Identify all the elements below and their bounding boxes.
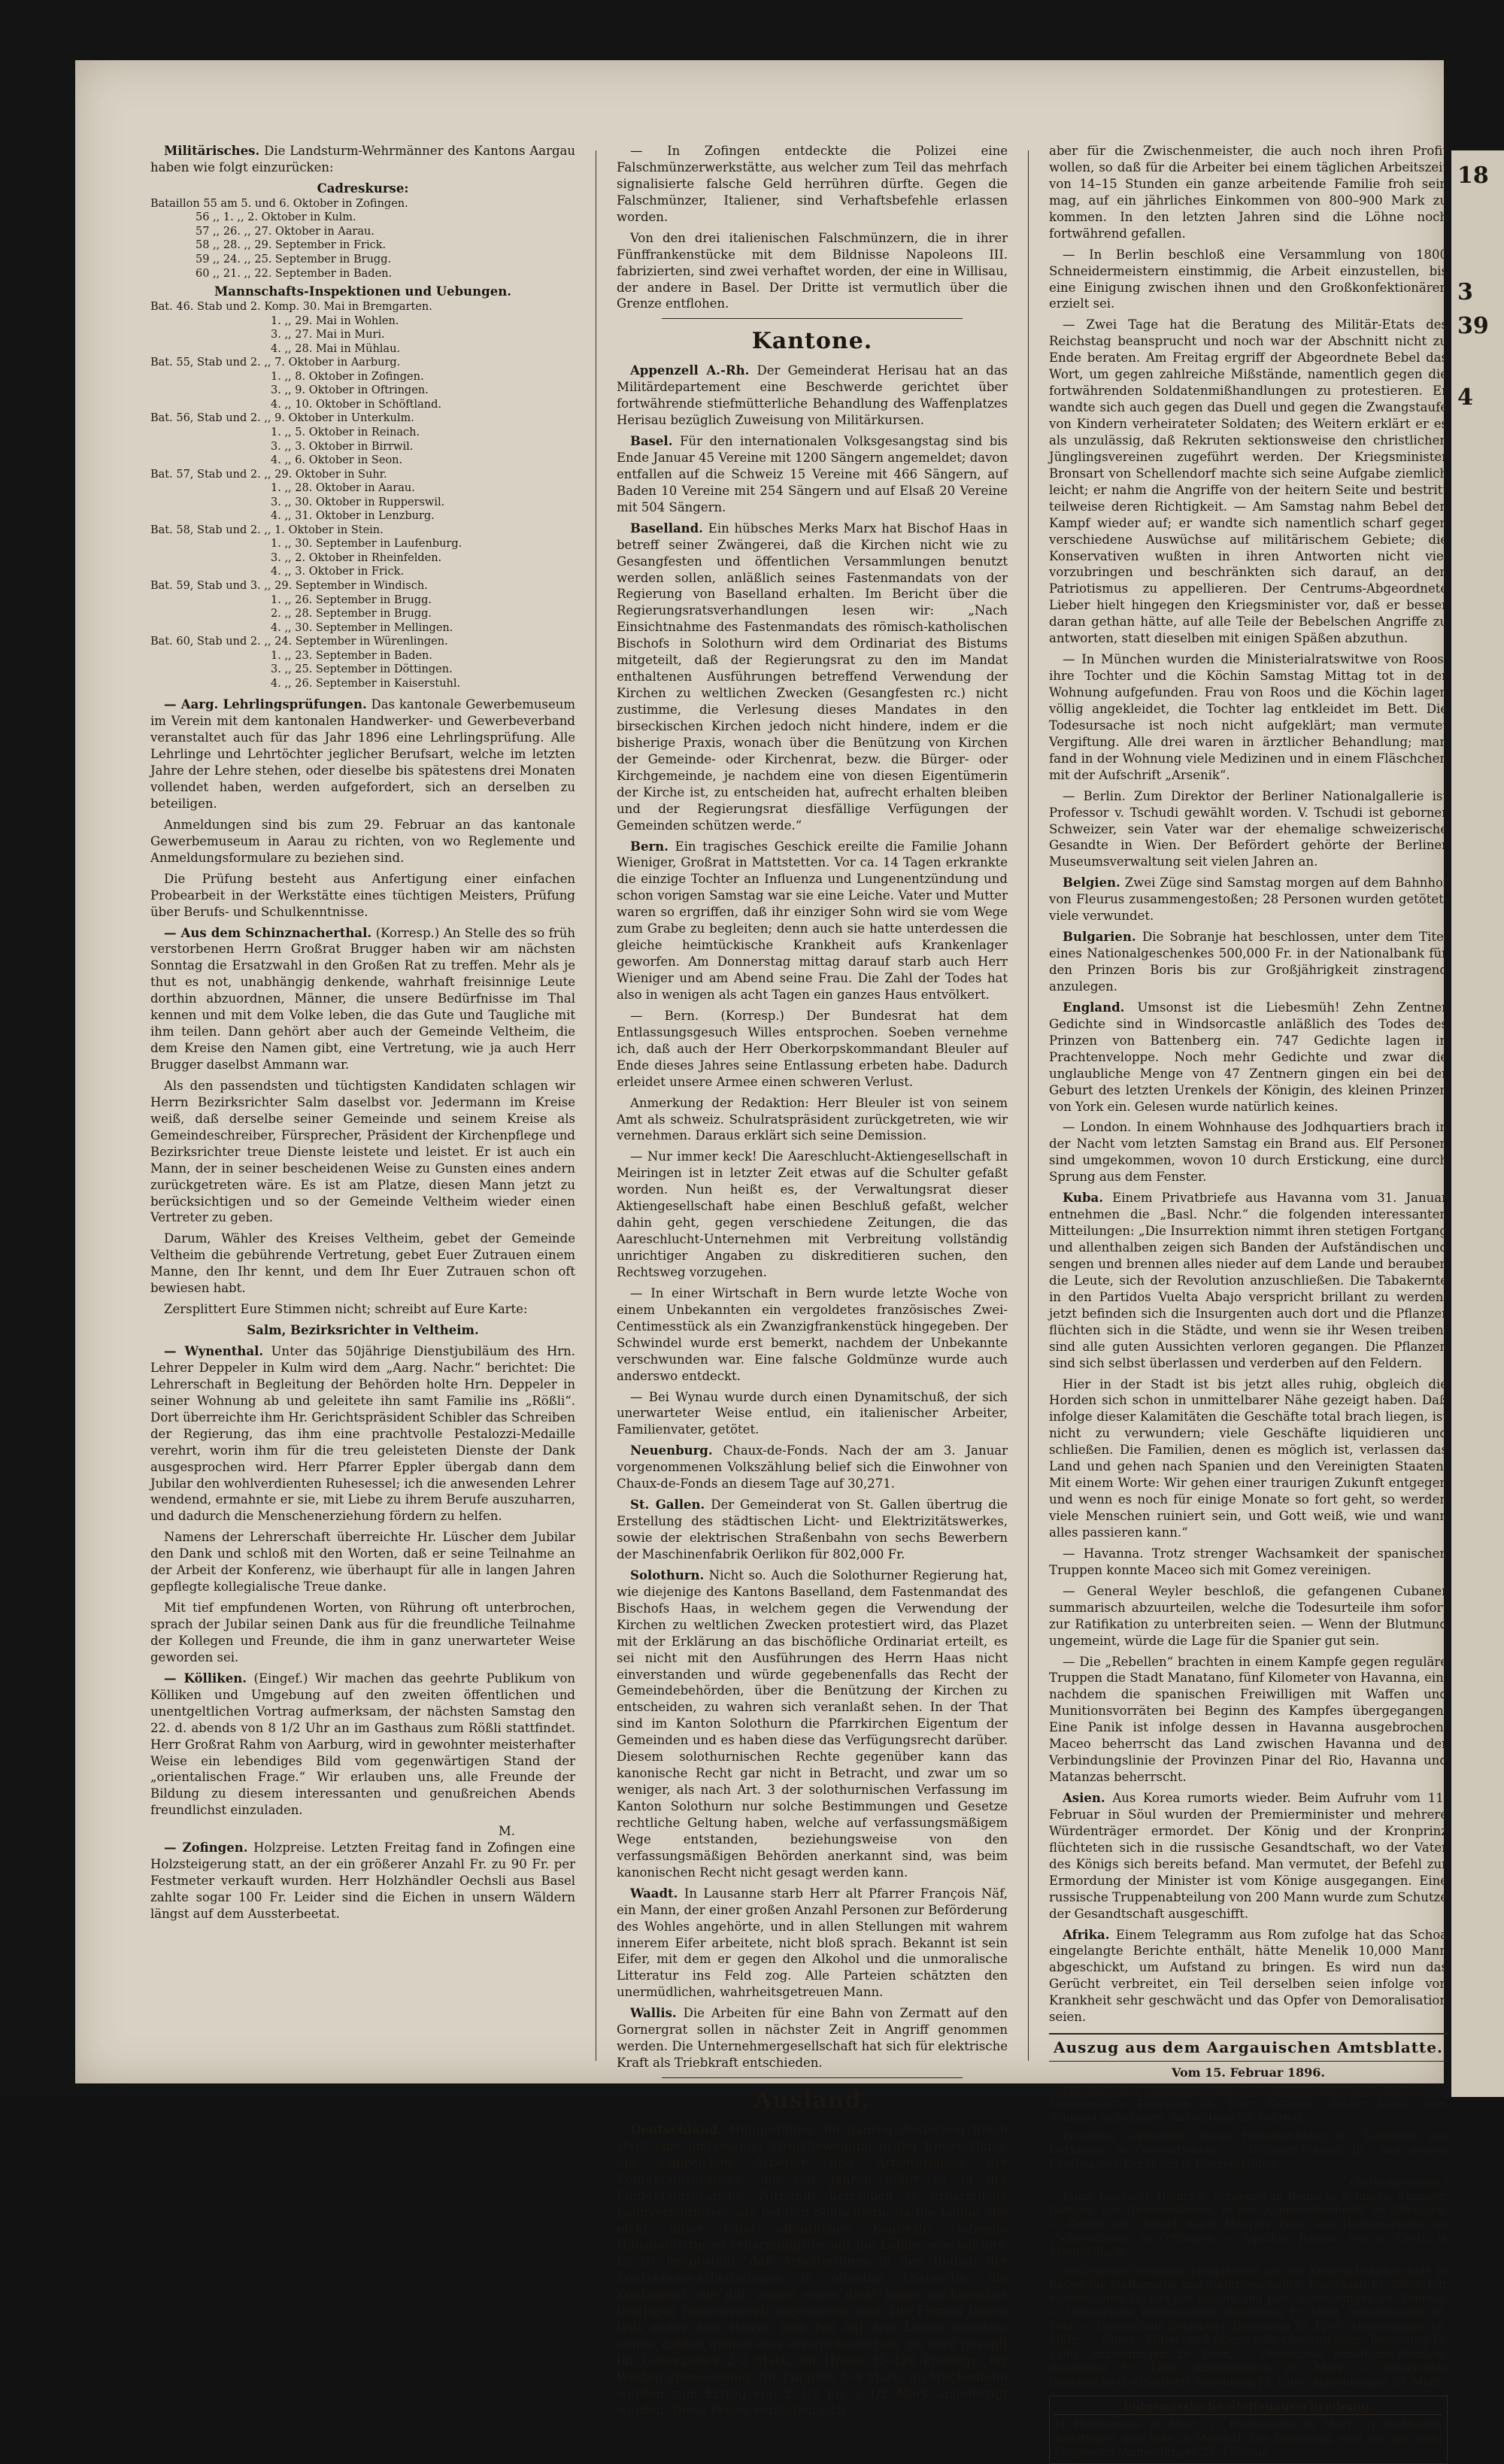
list-item: Bat. 46. Stab und 2. Komp. 30. Mai in Bremgarten.	[150, 301, 432, 314]
article-text: Einem Privatbriefe aus Havanna vom 31. Januar entnehmen die „Basl. Nchr.“ die folgenden interessanten Mitteilungen: „Die Insurrektion nimmt ihren stetigen Fortgang und allenthalben zeigen sich Banden der Aufständischen und sengen und brennen alles nieder auf dem Lande und berauben die Leute, sich der Revolution anzuschließen. Die Tabakernte in den Partidos Vuelta Abajo verspricht brillant zu werden; jetzt befinden sich die Insurgenten auch dort und die Pflanzer flüchten sich in die Städte, und wenn sie ihr Wesen treiben, sind alle guten Aussichten verloren gegangen. Die Pflanzen sind sich selbst überlassen und verderben auf den Feldern.	[1049, 1191, 1448, 1370]
paragraph: — In Zofingen entdeckte die Polizei eine Falschmünzerwerkstätte, aus welcher zum Teil das mehrfach signalisierte falsche Geld herrühren dürfte. Gegen die Falschmünzer, Italiener, sind Verhaftsbefehle erlassen worden.	[617, 144, 1008, 224]
signature: M.	[498, 1824, 515, 1839]
paragraph: — Havanna. Trotz strenger Wachsamkeit der spanischen Truppen konnte Maceo sich mit Gomez vereinigen.	[1049, 1546, 1448, 1577]
list-item: 2. ,, 28. September in Brugg.	[271, 608, 432, 621]
list-item: Bat. 58, Stab und 2. ,, 1. Oktober in Stein.	[150, 523, 384, 536]
heading: St. Gallen.	[630, 1498, 705, 1513]
heading: — Aarg. Lehrlingsprüfungen.	[164, 697, 367, 712]
article-zofingen	[150, 1840, 575, 1922]
inspektionen-list	[150, 300, 575, 690]
article-text: Die Arbeiten für eine Bahn von Zermatt auf den Gornergrat sollen in nächster Zeit in Angriff genommen werden. Die Unternehmergesellschaft hat sich für elektrische Kraft als Triebkraft entschieden.	[617, 2006, 1008, 2071]
list-item: 4. ,, 28. Mai in Mühlau.	[271, 342, 401, 355]
article-text: Die Landsturm-Wehrmänner des Kantons Aargau haben wie folgt einzurücken:	[150, 144, 576, 174]
article-asien	[1049, 1790, 1448, 1922]
strip-text: 39	[1457, 313, 1489, 339]
column-2	[617, 143, 1008, 2417]
list-item: 1. ,, 8. Oktober in Zofingen.	[271, 370, 424, 383]
heading: — Aus dem Schinznacherthal.	[164, 925, 372, 940]
paragraph: Kulm. Gautschi, Heinrich, Schreiner in Reinach. Zofingen. Sinniger, Gottlieb, von Unterlunkhofen, in der „Oggenschenheite“ zu Oftringen. — Zubler geb. Bläuel, Karls Maurers Frau, von Hunzenschwyl, im „Schwarzhaar“ zu Oftringen. — Aquillon, Johann, von St. Croix, in Strengelbach.	[1049, 2190, 1448, 2259]
column-rule	[1028, 150, 1029, 2061]
paragraph: Fruchtlos Gepfändete. Aarau. Hürzeler-Suter, Jb., Taglöhner, von Uerkheim, in Oberentfelden. — Hürzeler-Roland, Jb., und dessen Ehefrau, von Uerkheim in Oberentfelden.	[1049, 2130, 1448, 2171]
article-basel	[617, 433, 1008, 516]
heading: Asien.	[1063, 1791, 1105, 1805]
article-text: Umsonst ist die Liebesmüh! Zehn Zentner Gedichte sind in Windsorcastle anläßlich des Todes des Prinzen von Battenberg ein. 747 Gedichte lagen in Prachtenveloppe. Noch mehr Gedichte und zwar die unglaubliche Menge von 47 Zentnern gingen ein bei der Geburt des letzten Urenkels der Königin, des kleinen Prinzen von York ein. Gelesen wurde natürlich keines.	[1049, 1000, 1448, 1114]
column-1	[150, 143, 575, 2068]
paragraph: Anmeldungen sind bis zum 29. Februar an das kantonale Gewerbemuseum in Aarau zu richten, von wo Reglemente und Anmeldungsformulare zu beziehen sind.	[150, 817, 575, 865]
article-text: Der Gemeinderat Herisau hat an das Militärdepartement eine Beschwerde gerichtet über fortwährende stiefmütterliche Behandlung des Waffenplatzes Herisau bezüglich Zuweisung von Militärkursen.	[617, 363, 1008, 428]
article-militaer	[150, 143, 575, 176]
paragraph: aber für die Zwischenmeister, die auch noch ihren Profit wollen, so daß für die Arbeiter bei einem täglichen Arbeitszeit von 14–15 Stunden ein ganze arbeitende Familie froh sein mag, auf ein jährliches Einkommen von 800–900 Mark zu kommen. In den letzten Jahren sind die Löhne noch fortwährend gefallen.	[1049, 144, 1448, 241]
article-waadt	[617, 1886, 1008, 2001]
list-item: 3. ,, 27. Mai in Muri.	[271, 329, 385, 341]
paragraph: Als den passendsten und tüchtigsten Kandidaten schlagen wir Herrn Bezirksrichter Salm daselbst vor. Jedermann im Kreise weiß, daß derselbe seiner Gemeinde und seinem Kreise als Gemeindeschreiber, Fürsprecher, Präsident der Kirchenpflege und Bezirksrichter treue Dienste leistete und leistet. Er ist auch ein Mann, der in seiner bescheidenen Weise zu Gunsten eines andern zurückgetreten wäre. Es ist am Platze, diesen Mann jetzt zu berücksichtigen und so der Gemeinde Veltheim wieder einen Vertreter zu geben.	[150, 1078, 575, 1225]
list-item: 1. ,, 23. September in Baden.	[271, 649, 432, 662]
paragraph: Zersplittert Eure Stimmen nicht; schreibt auf Eure Karte:	[164, 1302, 528, 1317]
amtsblatt-body	[1049, 2083, 1448, 2390]
heading: Waadt.	[630, 1886, 678, 1901]
cadreskurse-list	[150, 197, 575, 281]
article-baselland	[617, 520, 1008, 834]
article-text: Nicht so. Auch die Solothurner Regierung hat, wie diejenige des Kantons Baselland, dem Fastenmandat des Bischofs Haas, in welchem gegen die Verwendung der Kirchen zu weltlichen Zwecken protestiert wird, das Plazet mit der Erklärung an das bischöfliche Ordinariat erteilt, es sei nicht mit den Ausführungen des Herrn Haas nicht einverstanden und würde gegebenenfalls das Recht der Gemeindebehörden, über die Benützung der Kirchen zu entscheiden, zu wahren sich veranlaßt sehen. In der That sind im Kanton Solothurn die Pfarrkirchen Eigentum der Gemeinden und es haben diese das Verfügungsrecht darüber. Diesem solothurnischen Rechte gegenüber kann das kanonische Recht gar nicht in Betracht, und zwar um so weniger, als nach Art. 3 der solothurnischen Verfassung im Kanton Solothurn nur solche Bestimmungen und Gesetze rechtliche Geltung haben, welche auf verfassungsmäßigem Wege entstanden, beziehungsweise von den verfassungsmäßigen Behörden anerkannt sind, was beim kanonischen Recht nicht gesagt werden kann.	[617, 1567, 1008, 1880]
article-schinznach	[150, 925, 575, 1073]
list-item: Bat. 60, Stab und 2. ,, 24. September in Würenlingen.	[150, 636, 448, 648]
heading: — Wynenthal.	[164, 1344, 264, 1359]
list-item: 4. ,, 6. Oktober in Seon.	[271, 454, 403, 467]
heading: Wallis.	[630, 2006, 677, 2021]
paragraph: Mit tief empfundenen Worten, von Rührung oft unterbrochen, sprach der Jubilar seinen Dank aus für die freundliche Teilnahme der Kollegen und Freunde, die ihm in ganz unerwarteter Weise geworden sei.	[150, 1601, 575, 1664]
list-item: 4. ,, 26. September in Kaiserstuhl.	[271, 677, 461, 690]
article-text: Der Gemeinderat von St. Gallen übertrug die Erstellung des städtischen Licht- und Elektrizitätswerkes, sowie der elektrischen Straßenbahn von sechs Bewerbern der Maschinenfabrik Oerlikon für 802,000 Fr.	[617, 1498, 1008, 1561]
paragraph: — Die „Rebellen“ brachten in einem Kampfe gegen reguläre Truppen die Stadt Manatano, fünf Kilometer von Havanna, ein, nachdem die spanischen Freiwilligen mit Waffen und Munitionsvorräten bei Beginn des Kampfes übergegangen. Eine Panik ist infolge dessen in Havanna ausgebrochen. Maceo beherrscht das Land zwischen Havanna und der Verbindungslinie der Provinzen Pinar del Rio, Havanna und Matanzas beherrscht.	[1049, 1654, 1448, 1785]
heading: Militärisches.	[164, 144, 260, 158]
article-lehrling	[150, 696, 575, 812]
list-item: 58 ,, 28. ,, 29. September in Frick.	[196, 239, 387, 252]
heading: Kuba.	[1063, 1191, 1103, 1206]
heading: Solothurn.	[630, 1567, 705, 1582]
article-text: Aus Korea rumorts wieder. Beim Aufruhr vom 11. Februar in Söul wurden der Premierminister und mehrere Würdenträger ermordet. Der König und der Kronprinz flüchteten sich in die russische Gesandtschaft, wo der Vater des Königs sich bereits befand. Man vermutet, der Befehl zur Ermordung der Minister ist vom Könige ausgegangen. Eine russische Truppenabteilung von 200 Mann wurde zum Schutze der Gesandtschaft ausgeschifft.	[1049, 1791, 1448, 1921]
strip-text: 4	[1457, 384, 1473, 411]
article-text: Ein tragisches Geschick ereilte die Familie Johann Wieniger, Großrat in Mattstetten. Vor ca. 14 Tagen erkrankte die einzige Tochter an Influenza und Lungenentzündung und schon vorigen Samstag war sie eine Leiche. Vater und Mutter waren so ergriffen, daß ihr einziger Sohn wird sie vom Wege zum Grabe zu begleiten; denn auch sie hatte unterdessen die gleiche heimtückische Krankheit aufs Krankenlager geworfen. Am Donnerstag mittag darauf starb auch Herr Wieniger und am Abend seine Frau. Die Zahl der Todes hat also in wenigen als acht Tagen ein ganzes Haus entvölkert.	[617, 839, 1008, 1002]
list-item: 3. ,, 30. Oktober in Rupperswil.	[271, 496, 445, 508]
article-text: Das kantonale Gewerbemuseum im Verein mit dem kantonalen Handwerker- und Gewerbeverband veranstaltet auch für das Jahr 1896 eine Lehrlingsprüfung. Alle Lehrlinge und Lehrtöchter jeglicher Berufsart, welche im letzten Jahre der Lehre stehen, oder dieselbe bis spätestens drei Monaten vollendet haben, werden aufgefordert, sich an derselben zu beteiligen.	[150, 697, 575, 811]
list-item: 3. ,, 3. Oktober in Birrwil.	[271, 440, 414, 453]
list-item: 4. ,, 31. Oktober in Lenzburg.	[271, 510, 435, 523]
list-item: 1. ,, 26. September in Brugg.	[271, 593, 432, 606]
list-item: Bat. 56, Stab und 2. ,, 9. Oktober in Unterkulm.	[150, 412, 414, 425]
list-item: 3. ,, 25. September in Döttingen.	[271, 663, 453, 676]
list-item: 1. ,, 29. Mai in Wohlen.	[271, 314, 399, 327]
article-text: Unter das 50jährige Dienstjubiläum des Hrn. Lehrer Deppeler in Kulm wird dem „Aarg. Nachr.“ berichtet: Die Lehrerschaft in Begleitung der Behörden holte Hrn. Deppeler in seiner Wohnung ab und geleitete ihn samt Familie ins „Rößli“. Dort überreichte ihm Hr. Gerichtspräsident Schibler das Schreiben der Regierung, das ihm eine prachtvolle Pestalozzi-Medaille verehrt, worin ihm für die treu geleisteten Dienste der Dank ausgesprochen wird. Herr Pfarrer Eppler übergab dann dem Jubilar den wohlverdienten Ruhesessel; ich die anwesenden Lehrer wendend, ermahnte er sie, mit Liebe zu ihrem Berufe auszuharren, und dadurch die Menschenerziehung fördern zu helfen.	[150, 1344, 575, 1524]
paragraph: — Zwei Tage hat die Beratung des Militär-Etats des Reichstag beansprucht und noch war der Abschnitt nicht zu Ende beraten. Am Freitag ergriff der Abgeordnete Bebel das Wort, um gegen zahlreiche Mißstände, namentlich gegen die fortwährenden Soldatenmißhandlungen zu protestieren. Er wandte sich auch gegen das Duell und gegen die Zwangstaufe von Kindern verheirateter Soldaten; des Weitern erklärt er es als unzulässig, daß Rekruten sektionsweise den christlichen Jünglingsvereinen zugeführt werden. Der Kriegsminister Bronsart von Schellendorf machte sich seine Aufgabe ziemlich leicht; er nahm die Angriffe von der heitern Seite und bestritt teilweise deren Richtigkeit. — Am Samstag nahm Bebel den Kampf wieder auf; er wandte sich namentlich scharf gegen verschiedene Auswüchse auf militärischem Gebiete; die Konservativen wußten in ihren Antworten nicht viel vorzubringen und beschränkten sich darauf, an den Patriotismus zu appellieren. Der Centrums-Abgeordnete Lieber hielt hingegen den Kriegsminister vor, daß er besser daran gethan hätte, auf alle Teile der Bebelschen Angriffe zu antworten, statt dieselben mit einigen Späßen abzuthun.	[1049, 317, 1448, 646]
article-text: Für den internationalen Volksgesangstag sind bis Ende Januar 45 Vereine mit 1200 Sängern angemeldet; davon entfallen auf die Schweiz 15 Vereine mit 466 Sängern, auf Baden 10 Vereine mit 254 Sängern und auf Elsaß 20 Vereine mit 504 Sängern.	[617, 434, 1008, 514]
article-text: Zwei Züge sind Samstag morgen auf dem Bahnhof von Fleurus zusammengestoßen; 28 Personen wurden getötet, viele verwundet.	[1049, 875, 1448, 924]
divider	[662, 318, 963, 319]
paragraph: — In einer Wirtschaft in Bern wurde letzte Woche von einem Unbekannten ein vergoldetes französisches Zwei-Centimesstück als ein Zwanzigfrankenstück hingegeben. Der Schwindel wurde erst bemerkt, nachdem der Unbekannte verschwunden war. Eine falsche Goldmünze wurde auch anderswo entdeckt.	[617, 1285, 1008, 1383]
article-deutschland	[617, 2122, 1008, 2419]
section-title-kantone: Kantone.	[751, 328, 873, 355]
heading: Belgien.	[1063, 875, 1120, 891]
article-text: (Korresp.) An Stelle des so früh verstorbenen Herrn Großrat Brugger haben wir am nächsten Sonntag die Ersatzwahl in den Großen Rat zu treffen. Mehr als je thut es not, unabhängig denkende, wahrhaft freisinnige Leute dorthin abzuordnen, Männer, die unsere Bedürfnisse im Thal kennen und mit dem Volke leben, die das Gute und Taugliche mit ihm teilen. Dann gehört aber auch der Gemeinde Veltheim, die dem Kreise den Namen gibt, eine Vertretung, wie ja auch Herr Brugger daselbst Ammann war.	[150, 925, 576, 1073]
article-text: Ein hübsches Merks Marx hat Bischof Haas in betreff seiner Zwängerei, daß die Kirchen nicht wie zu Gesangfesten und öffentlichen Versammlungen benutzt werden sollen, anläßlich seines Fastenmandats von der Regierung von Baselland erhalten. Im Bericht über die Regierungsratsverhandlungen lesen wir: „Nach Einsichtnahme des Fastenmandats des römisch-katholischen Bischofs in Solothurn wird dem Ordinariat des Bistums mitgeteilt, daß der Regierungsrat zu den im Mandat enthaltenen Ausführungen betreffend Verwendung der Kirchen zu weltlichen Zwecken (Gesangfesten rc.) nicht zustimme, die Verlesung dieses Mandates in den birseckischen Kirchen jedoch nicht hindere, indem er die bisherige Praxis, wonach über die Benützung von Kirchen der Gemeinde- oder Kirchenrat, bezw. die Bürger- oder Kirchgemeinde, je nachdem eine von diesen Eigentümerin der Kirche ist, zu entscheiden hat, aufrecht erhalten bleiben und der Regierungsrat diesfällige Verfügungen der Gemeinden schützen werde.“	[617, 520, 1008, 833]
paragraph: — Nur immer keck! Die Aareschlucht-Aktiengesellschaft in Meiringen ist in letzter Zeit etwas auf die Schulter gefaßt worden. Nun heißt es, der Verwaltungsrat dieser Aktiengesellschaft habe einen Beschluß gefaßt, welcher dahin geht, gegen verschiedene Zeitungen, die das Aareschlucht-Unternehmen mit Verbreitung vollständig unrichtiger Angaben zu diskreditieren suchen, den Rechtsweg vorzugehen.	[617, 1149, 1008, 1279]
heading: Afrika.	[1063, 1927, 1110, 1942]
paragraph: Von den drei italienischen Falschmünzern, die in ihrer Fünffrankenstücke mit dem Bildnisse Napoleons III. fabrizierten, sind zwei verhaftet worden, der eine in Willisau, der andere in Basel. Der Dritte ist vermutlich über die Grenze entflohen.	[617, 230, 1008, 311]
article-stgallen	[617, 1497, 1008, 1563]
list-item: 56 ,, 1. ,, 2. Oktober in Kulm.	[196, 211, 356, 224]
box-text: 1) Postkommis in Muri. 2) Postkommis in Muri. 3) Posthalter, Briefträger und Bote in Menthal. Die Besoldung wird bei der Wahl festgesetzt. Anmeldungen 25. Februar.	[1054, 2419, 1442, 2459]
heading: — Kölliken.	[164, 1670, 247, 1686]
strip-text: 18	[1457, 162, 1489, 189]
heading: Appenzell A.-Rh.	[630, 363, 750, 378]
article-england	[1049, 1000, 1448, 1115]
article-bern	[617, 839, 1008, 1003]
paragraph: Namens der Lehrerschaft überreichte Hr. Lüscher dem Jubilar den Dank und schloß mit den Worten, daß er seine Teilnahme an der Arbeit der Konferenz, wie überhaupt für alle in langen Jahren gepflegte kollegialische Treue danke.	[150, 1530, 575, 1595]
amtsblatt-title: Auszug aus dem Aargauischen Amtsblatte.	[1049, 2033, 1448, 2062]
list-item: Bat. 57, Stab und 2. ,, 29. Oktober in Suhr.	[150, 468, 387, 481]
paragraph: Hier in der Stadt ist bis jetzt alles ruhig, obgleich die Horden sich schon in unmittelbarer Nähe gezeigt haben. Daß infolge dieser Kalamitäten die Geschäfte total brach liegen, ist nicht zu verwundern; viele Geschäfte liquidieren und schließen. Die Familien, denen es möglich ist, verlassen das Land und gehen nach Spanien und den Vereinigten Staaten. Mit einem Worte: Wir gehen einer traurigen Zukunft entgegen und wenn es noch für einige Monate so fort geht, so werden viele Menschen ruiniert sein, und Gott weiß, wie und wann alles passieren kann.“	[1049, 1376, 1448, 1540]
article-bulgarien	[1049, 929, 1448, 995]
article-text: Chaux-de-Fonds. Nach der am 3. Januar vorgenommenen Volkszählung belief sich die Einwohner von Chaux-de-Fonds an diesem Tage auf 30,271.	[617, 1443, 1008, 1491]
list-item: 1. ,, 5. Oktober in Reinach.	[271, 426, 420, 438]
heading: England.	[1063, 1000, 1125, 1015]
divider	[662, 2077, 963, 2078]
article-solothurn	[617, 1567, 1008, 1881]
list-item: 4. ,, 10. Oktober in Schöftland.	[271, 398, 441, 411]
list-item: Bat. 59, Stab und 3. ,, 29. September in Windisch.	[150, 579, 428, 592]
heading: — Zofingen.	[164, 1840, 248, 1856]
heading: Bern.	[630, 839, 669, 854]
list-item: Bat. 55, Stab und 2. ,, 7. Oktober in Aarburg.	[150, 357, 401, 369]
paragraph: — Bern. (Korresp.) Der Bundesrat hat dem Entlassungsgesuch Willes entsprochen. Soeben vernehme ich, daß auch der Herr Oberkorpskommandant Bleuler auf Ende dieses Jahres seine Entlassung erbeten habe. Dadurch erleidet unsere Armee einen schweren Verlust.	[617, 1008, 1008, 1089]
paragraph: — Bei Wynau wurde durch einen Dynamitschuß, der sich unerwarteter Weise entlud, ein italienischer Arbeiter, Familienvater, getötet.	[617, 1389, 1008, 1437]
paragraph: — In München wurden die Ministerialratswitwe von Roos, ihre Tochter und die Köchin Samstag Mittag tot in der Wohnung aufgefunden. Frau von Roos und die Köchin lagen völlig angekleidet, die Tochter lag entkleidet im Bett. Die Todesursache ist noch nicht aufgeklärt; man vermutet Vergiftung. Alle drei waren in ärztlicher Behandlung; man fand in der Wohnung viele Medizinen und in einem Fläschchen mit der Aufschrift „Arsenik“.	[1049, 652, 1448, 782]
list-item: 3. ,, 2. Oktober in Rheinfelden.	[271, 551, 442, 564]
list-item: 60 ,, 21. ,, 22. September in Baden.	[196, 267, 393, 280]
heading: Deutschland.	[630, 2122, 722, 2137]
article-text: Einem Telegramm aus Rom zufolge hat das Schoa eingelangte Berichte enthält, hätte Menelik 10,000 Mann abgeschickt, um Aufstand zu bringen. Es wird nun das Gerücht verbreitet, ein Teil derselben seien infolge von Krankheit sehr geschwächt und das Opfer von Demoralisation seien.	[1049, 1927, 1448, 2025]
subheading: Cadreskurse:	[317, 181, 409, 196]
list-item: 4. ,, 30. September in Mellingen.	[271, 621, 453, 634]
heading: Baselland.	[630, 520, 703, 536]
paragraph: Anmerkung der Redaktion: Herr Bleuler ist von seinem Amt als schweiz. Schulratspräsident zurückgetreten, wie wir vernehmen. Daraus erklärt sich seine Demission.	[617, 1095, 1008, 1143]
signature: Salm, Bezirksrichter in Veltheim.	[247, 1323, 479, 1338]
column-3	[1049, 143, 1448, 2459]
list-item: 59 ,, 24. ,, 25. September in Brugg.	[196, 253, 392, 266]
adjacent-page-strip	[1451, 150, 1504, 2097]
list-item: 1. ,, 28. Oktober in Aarau.	[271, 482, 415, 495]
list-item: Bataillon 55 am 5. und 6. Oktober in Zofingen.	[150, 197, 408, 210]
article-wallis	[617, 2005, 1008, 2071]
heading: Bulgarien.	[1063, 930, 1136, 945]
article-text: Holzpreise. Letzten Freitag fand in Zofingen eine Holzsteigerung statt, an der ein größerer Anzahl Fr. zu 90 Fr. per Festmeter verkauft wurden. Herr Holzhändler Oechsli aus Basel zahlte sogar 100 Fr. Leider sind die Eichen in unsern Wäldern längst auf dem Aussterbeetat.	[150, 1840, 575, 1921]
article-text: (Eingef.) Wir machen das geehrte Publikum von Kölliken und Umgebung auf den zweiten öffentlichen und unentgeltlichen Vortrag aufmerksam, der nächsten Samstag den 22. d. abends von 8 1/2 Uhr an im Gasthaus zum Rößli stattfindet. Herr Großrat Rahm von Aarburg, wird in gewohnter meisterhafter Weise ein lebendiges Bild vom gegenwärtigen Stand der „orientalischen Frage.“ Wir erlauben uns, alle Freunde der Bildung zu diesem interessanten und genußreichen Abends freundlichst einzuladen.	[150, 1670, 576, 1818]
list-item: 4. ,, 3. Oktober in Frick.	[271, 566, 405, 578]
box-title: Eidgenössische Stellenausschreibung.	[1054, 2399, 1442, 2415]
heading: Neuenburg.	[630, 1443, 713, 1458]
article-afrika	[1049, 1927, 1448, 2026]
newspaper-page	[75, 60, 1448, 2459]
article-text: Die Sobranje hat beschlossen, unter dem Titel eines Nationalgeschenkes 500,000 Fr. in der Nationalbank für den Prinzen Boris bis zur Großjährigkeit zinstragend anzulegen.	[1049, 930, 1448, 994]
article-appenzell	[617, 363, 1008, 429]
heading: Basel.	[630, 434, 673, 449]
article-text: In Lausanne starb Herr alt Pfarrer François Näf, ein Mann, der einer großen Anzahl Personen zur Beförderung des Wohles angehörte, und in allen Stellungen mit wahrem innerem Eifer arbeitete, nicht bloß sprach. Bekannt ist sein Eifer, mit dem er gegen den Alkohol und die unmoralische Litteratur ins Feld zog. Alle Parteien schätzten den unermüdlichen, wahrheitsgetreuen Mann.	[617, 1886, 1008, 2000]
article-belgien	[1049, 875, 1448, 924]
paragraph: — Berlin. Zum Direktor der Berliner Nationalgallerie ist Professor v. Tschudi gewählt worden. V. Tschudi ist geborner Schweizer, sein Vater war der ehemalige schweizerische Gesandte in Wien. Der Befördert gehörte der Berliner Museumsverwaltung seit vielen Jahren an.	[1049, 788, 1448, 869]
note: (Zurückgezogen.)	[1350, 2177, 1448, 2189]
list-item: 57 ,, 26. ,, 27. Oktober in Aarau.	[196, 225, 374, 238]
paragraph: — In Berlin beschloß eine Versammlung von 1800 Schneidermeistern einstimmig, die Arbeit einzustellen, bis eine Einigung zwischen ihnen und den Großkonfektionären erzielt sei.	[1049, 247, 1448, 311]
paragraph: Stellenausschreibung. Hauptlehrer an der Knaben-Bezirksschule in Baden für Mathematik und Naturgeschichte. Besoldung Fr. 2800. Für Mehrstunden Fr. 100 pro Stunde und Jahr. Anmeldungen 29. Februar. — Unterschule Wohlenschwil. Besoldung Fr. 1000. Anmeldungen 29. Febr. — Unterschule Bonisbwyl. Besoldung Fr. 1200. Anmeldungen 10. März. — Unter-, Mittel- und Oberschule Oberentfelden. Besoldung Fr. 1100. Anmeldungen 29. Febr. — Oberschule Schöftland-Büttikon. Besoldung Fr. 1200. Anmeldungen 20. März. — Oberschule Gontenschwyl (Oberdorf). Besoldung Fr. 1300. Anmeldungen 20. März.	[1049, 2265, 1448, 2389]
paragraph: Liquidations-Eröffnungen. Baden. Muntwyler, Balthasar, Zieglers von Spreitenbach. Eingaben 26. Febr. Zofingen. Basler, Jakob, gew. Schmied in Zofingen. Anfechtung 29. Februar.	[1049, 2083, 1448, 2125]
paragraph: Die Prüfung besteht aus Anfertigung einer einfachen Probearbeit in der Werkstätte eines tüchtigen Meisters, Prüfung über Berufs- und Schulkenntnisse.	[150, 871, 575, 919]
article-text: Hungerlöhne. Im ganzen deutschen Reich steht eine umfassende Streikbewegung in der Entwicklung; die zahlreichen Arbeiter und Arbeiterinnen der Konfektionsbranche, die seit Jahren gährt es in der Konfektionsbranche. Nirgends herrschen so erbärmliche Lohnverhältnisse, wie bei den Schneidern, da die Löhne, die nicht unter einer öffentlichen Kontrolle stehende Hausindustrie so erbarmungslos auf die Löhne, wie bei uns. Es ist festgestellt, daß Arbeiterinnen in den Reihen der Konfektions-Arbeiterinnen in offenbar Thatsache; die Kontingent, die nur wegen eines nicht lange nachweisbar traurigen Nebenerwerb angewiesen sind. Die Firmen lassen teils außer dem Hause, zum Teil auf dem Lande arbeiten; einige Zahlen mögen dies veranschaulichen. Es wird gezahlt für Ueberzieher 2–3 Mark, für Hosen 35–120 Pfennige, für Westen ebensowenig, für Jaquetts 3–4 Mark; an Wochenlohn werden zum Ertrag von 2 1/2 bis 3 1/2 Mark angefertigt werden. Diese Preise verstehen sich	[617, 2122, 1008, 2417]
paragraph: Darum, Wähler des Kreises Veltheim, gebet der Gemeinde Veltheim die gebührende Vertretung, gebet Euer Zutrauen einem Manne, den Ihr kennt, und dem Ihr Euer Zutrauen schon oft bewiesen habt.	[150, 1231, 575, 1296]
eidg-stellen-box	[1049, 2396, 1448, 2463]
article-neuenburg	[617, 1443, 1008, 1492]
paragraph: — London. In einem Wohnhause des Jodhquartiers brach in der Nacht vom letzten Samstag ein Brand aus. Elf Personen sind umgekommen, wovon 10 durch Erstickung, eine durch Sprung aus dem Fenster.	[1049, 1120, 1448, 1185]
article-koelliken	[150, 1670, 575, 1819]
amtsblatt-date: Vom 15. Februar 1896.	[1172, 2065, 1325, 2080]
list-item: 1. ,, 30. September in Laufenburg.	[271, 538, 462, 551]
subheading: Mannschafts-Inspektionen und Uebungen.	[214, 284, 511, 299]
article-kuba	[1049, 1190, 1448, 1371]
article-wynenthal	[150, 1343, 575, 1525]
strip-text: 3	[1457, 279, 1473, 305]
section-title-ausland: Ausland.	[754, 2087, 871, 2114]
list-item: 3. ,, 9. Oktober in Oftringen.	[271, 384, 429, 397]
paragraph: — General Weyler beschloß, die gefangenen Cubaner summarisch abzuurteilen, welche die Todesurteile ihm sofort zur Ratifikation zu unterbreiten seien. — Wenn der Blutmund ungemeint, würde die Lage für die Spanier gut sein.	[1049, 1583, 1448, 1648]
